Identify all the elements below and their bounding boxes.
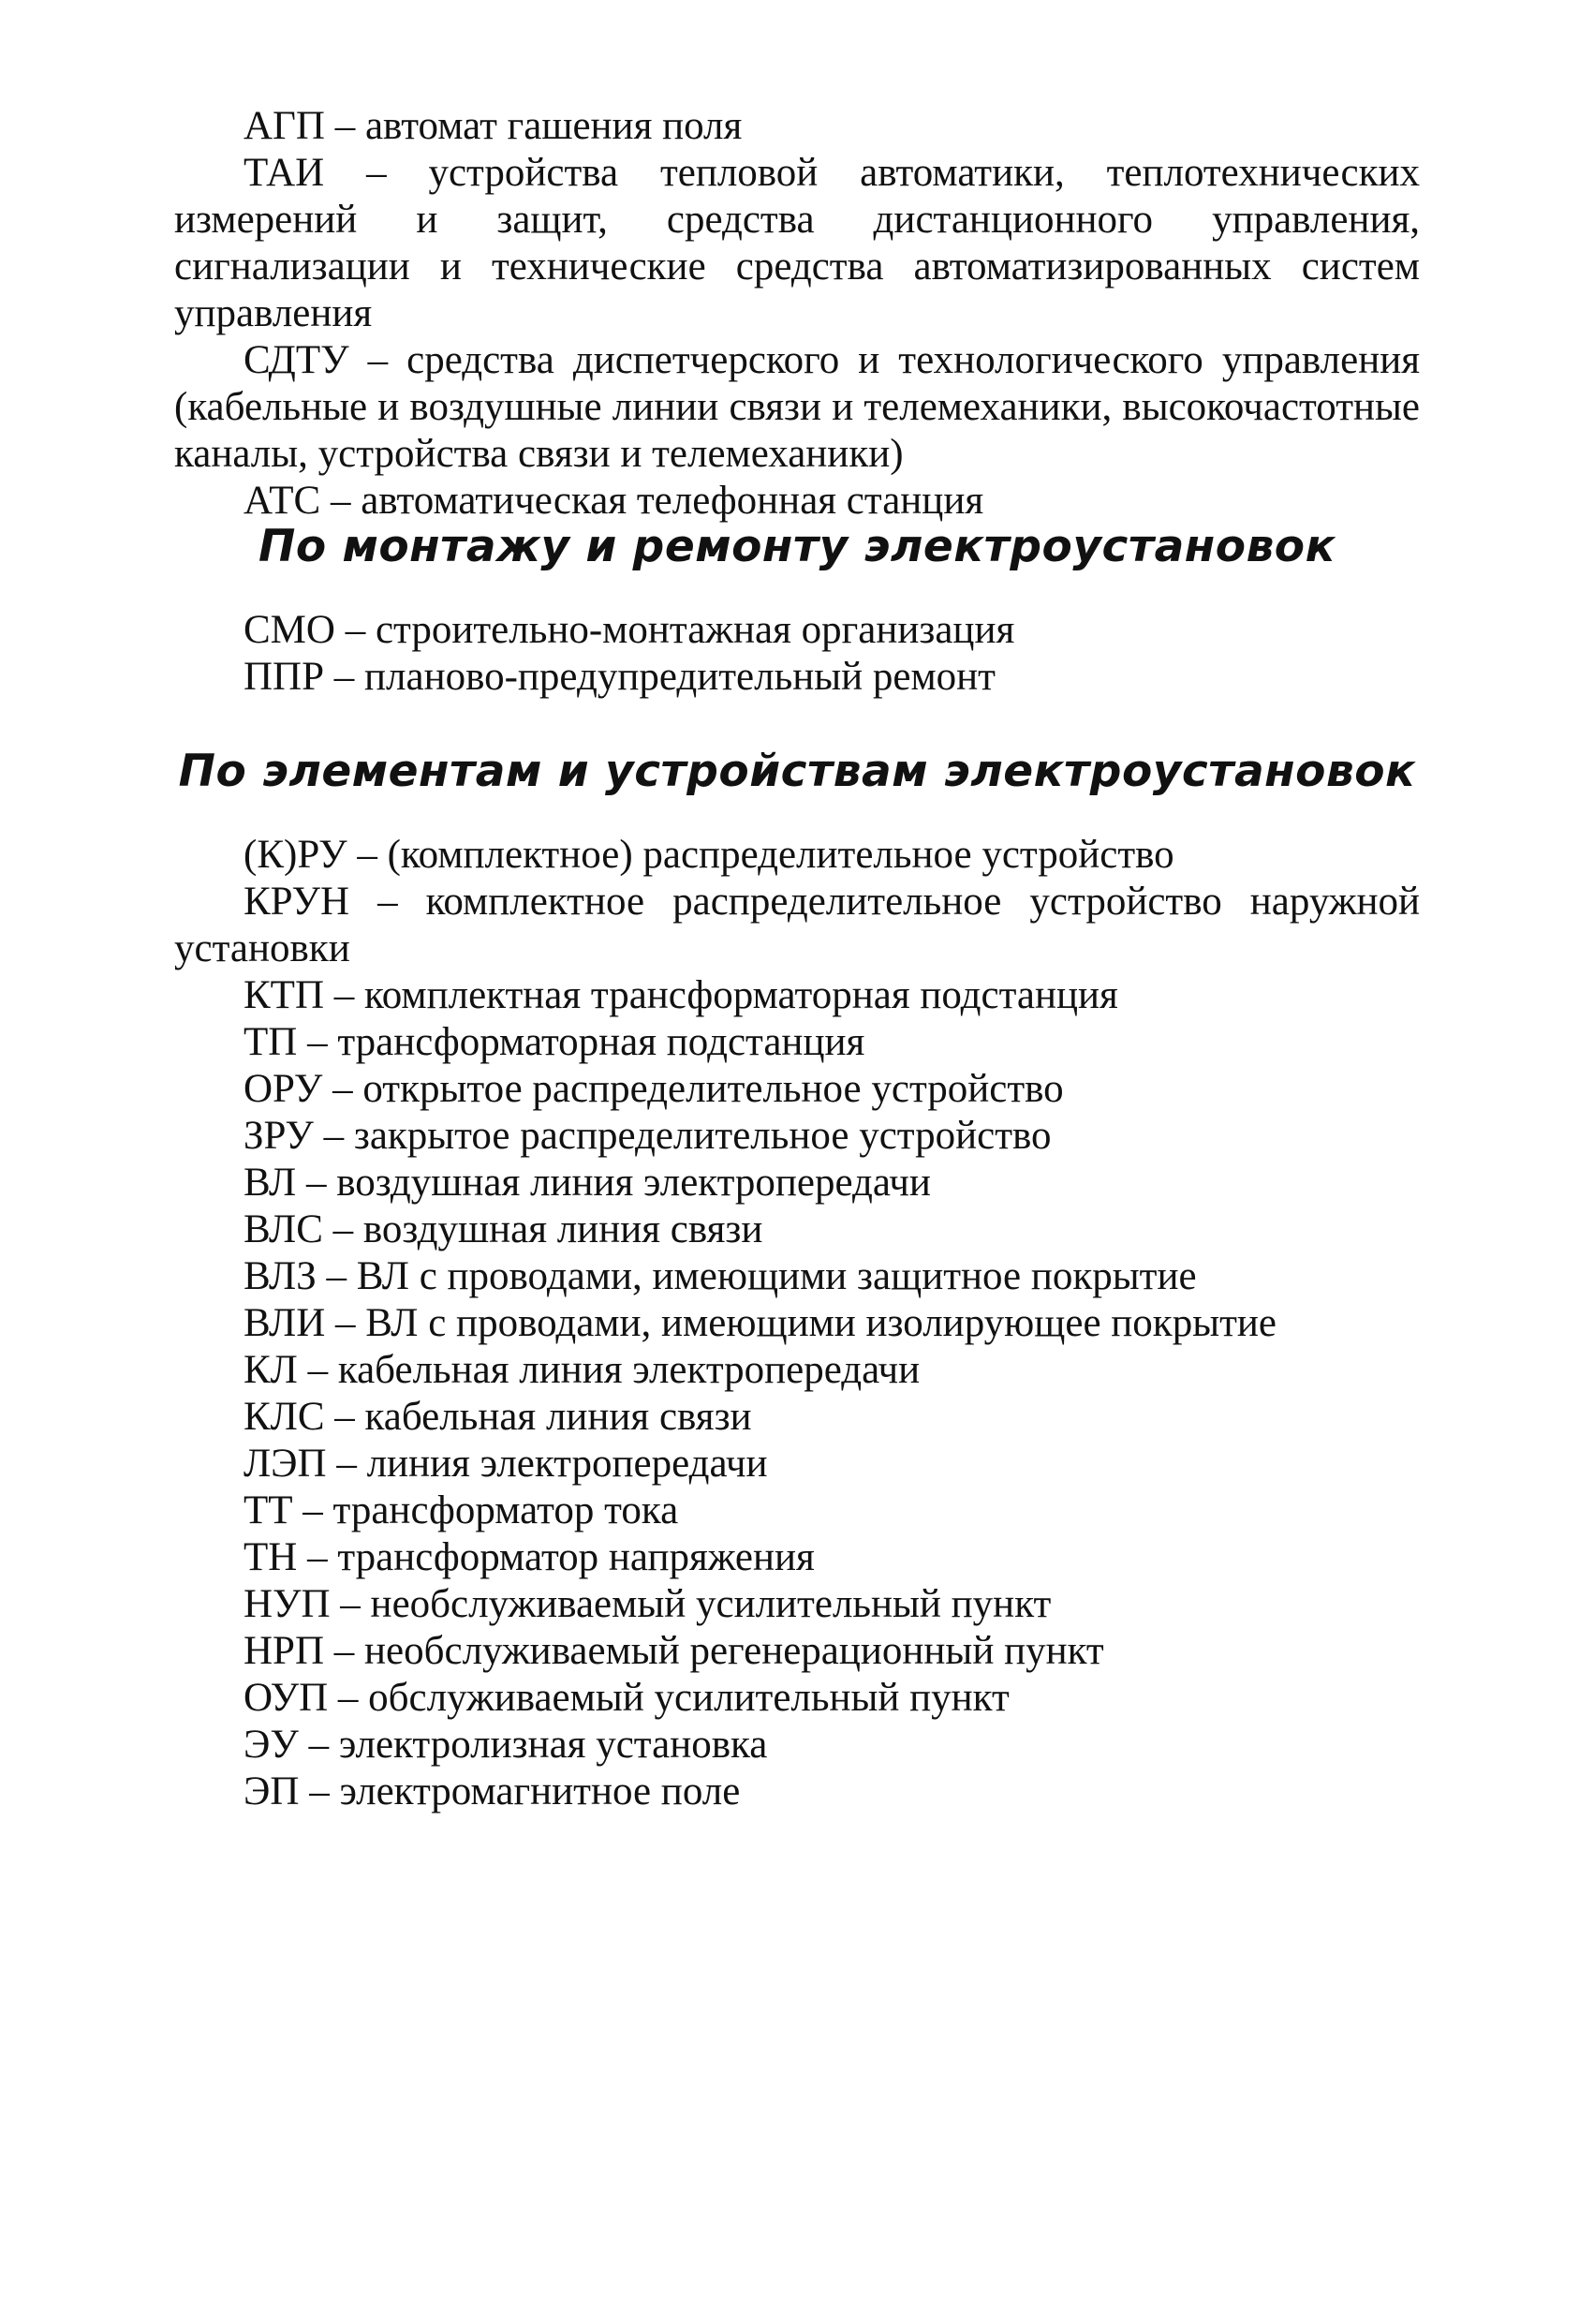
abbreviation-entry: ТТ – трансформатор тока	[244, 1488, 679, 1532]
abbreviation-entry: ТН – трансформатор напряжения	[244, 1535, 815, 1579]
abbreviation-entry: (К)РУ – (комплектное) распределительное устройство	[244, 833, 1174, 877]
abbreviation-entry: ТАИ – устройства тепловой автоматики, теплотехнических измерений и защит, средства дистанционного управления, сигнализации и технические средства автоматизированных систем управления	[174, 151, 1420, 335]
abbreviation-entry: НУП – необслуживаемый усилительный пункт	[244, 1582, 1052, 1626]
abbreviation-entry: ВЛИ – ВЛ с проводами, имеющими изолирующее покрытие	[244, 1301, 1277, 1345]
section-heading-installation-repair: По монтажу и ремонту электроустановок	[258, 521, 1336, 572]
abbreviation-entry: НРП – необслуживаемый регенерационный пункт	[244, 1629, 1104, 1673]
abbreviation-entry: ППР – планово-предупредительный ремонт	[244, 655, 996, 699]
abbreviation-entry: ЗРУ – закрытое распределительное устройство	[244, 1114, 1052, 1158]
abbreviation-entry: АТС – автоматическая телефонная станция	[244, 479, 984, 523]
abbreviation-list-installation-repair	[174, 607, 1420, 701]
abbreviation-entry: СМО – строительно-монтажная организация	[244, 608, 1015, 652]
abbreviation-list-elements-devices	[174, 832, 1420, 1815]
abbreviation-entry: ВЛ – воздушная линия электропередачи	[244, 1161, 931, 1205]
abbreviation-entry: ВЛЗ – ВЛ с проводами, имеющими защитное покрытие	[244, 1254, 1197, 1298]
abbreviation-entry: ВЛС – воздушная линия связи	[244, 1207, 763, 1251]
abbreviation-entry: КТП – комплектная трансформаторная подстанция	[244, 973, 1118, 1017]
abbreviation-entry: ОУП – обслуживаемый усилительный пункт	[244, 1676, 1010, 1720]
abbreviation-entry: ЭП – электромагнитное поле	[244, 1769, 741, 1813]
abbreviation-entry: ОРУ – открытое распределительное устройство	[244, 1067, 1064, 1111]
abbreviation-entry: КРУН – комплектное распределительное устройство наружной установки	[174, 880, 1420, 970]
abbreviation-entry: КЛС – кабельная линия связи	[244, 1395, 752, 1439]
abbreviation-entry: КЛ – кабельная линия электропередачи	[244, 1348, 921, 1392]
abbreviation-entry: ЛЭП – линия электропередачи	[244, 1442, 768, 1486]
abbreviation-entry: ТП – трансформаторная подстанция	[244, 1020, 865, 1064]
abbreviation-entry: СДТУ – средства диспетчерского и технологического управления (кабельные и воздушные линии связи и телемеханики, высокочастотные каналы, устройства связи и телемеханики)	[174, 338, 1420, 476]
abbreviation-entry: АГП – автомат гашения поля	[244, 104, 743, 148]
abbreviation-entry: ЭУ – электролизная установка	[244, 1723, 768, 1767]
abbreviation-list-automation	[174, 103, 1420, 525]
section-heading-elements-devices: По элементам и устройствам электроустановок	[178, 746, 1416, 797]
